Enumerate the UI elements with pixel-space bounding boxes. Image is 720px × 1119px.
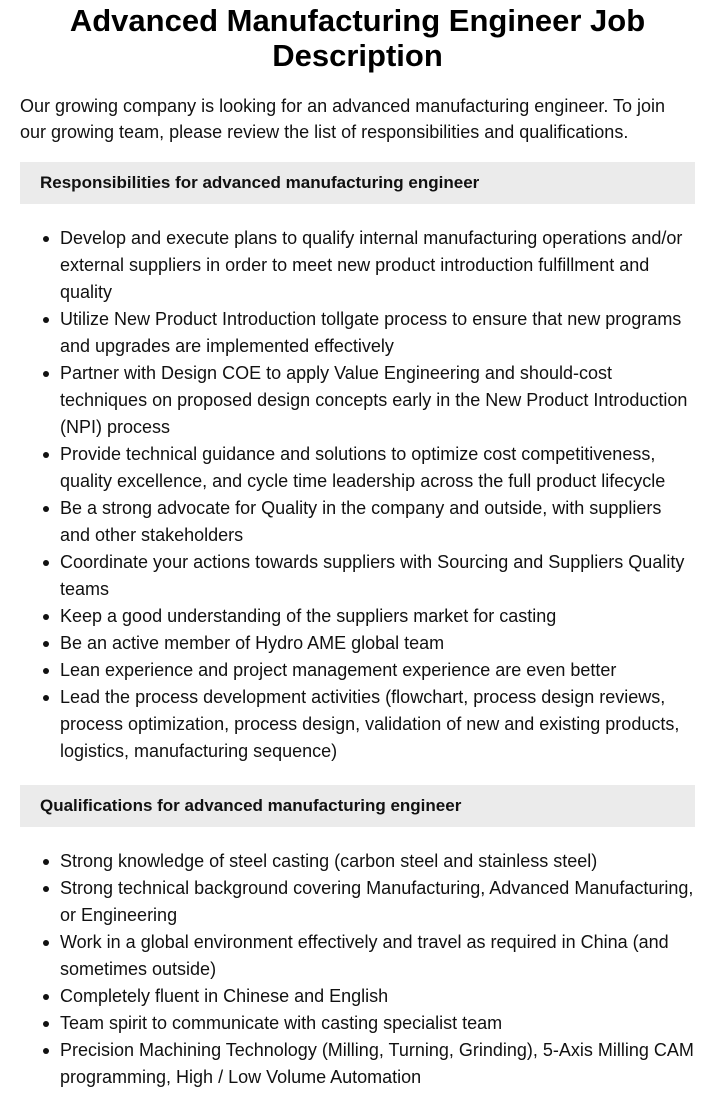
responsibility-item: Utilize New Product Introduction tollgate process to ensure that new programs and upgrades are implemented effectively xyxy=(60,306,695,360)
qualification-item: Strong knowledge of steel casting (carbon steel and stainless steel) xyxy=(60,848,695,875)
responsibilities-list xyxy=(20,225,695,765)
responsibility-item: Keep a good understanding of the suppliers market for casting xyxy=(60,603,695,630)
responsibility-item: Lean experience and project management experience are even better xyxy=(60,657,695,684)
responsibility-item: Coordinate your actions towards suppliers with Sourcing and Suppliers Quality teams xyxy=(60,549,695,603)
qualification-item: Precision Machining Technology (Milling, Turning, Grinding), 5-Axis Milling CAM programming, High / Low Volume Automation xyxy=(60,1037,695,1091)
responsibility-item: Be an active member of Hydro AME global team xyxy=(60,630,695,657)
responsibility-item: Provide technical guidance and solutions to optimize cost competitiveness, quality excellence, and cycle time leadership across the full product lifecycle xyxy=(60,441,695,495)
responsibility-item: Lead the process development activities (flowchart, process design reviews, process optimization, process design, validation of new and existing products, logistics, manufacturing sequence) xyxy=(60,684,695,765)
qualification-item: Work in a global environment effectively and travel as required in China (and sometimes outside) xyxy=(60,929,695,983)
responsibilities-heading: Responsibilities for advanced manufacturing engineer xyxy=(20,162,695,204)
intro-paragraph: Our growing company is looking for an advanced manufacturing engineer. To join our growing team, please review the list of responsibilities and qualifications. xyxy=(20,96,666,142)
responsibility-item: Partner with Design COE to apply Value Engineering and should-cost techniques on proposed design concepts early in the New Product Introduction (NPI) process xyxy=(60,360,695,441)
qualifications-list xyxy=(20,848,695,1091)
responsibility-item: Develop and execute plans to qualify internal manufacturing operations and/or external suppliers in order to meet new product introduction fulfillment and quality xyxy=(60,225,695,306)
qualifications-heading: Qualifications for advanced manufacturing engineer xyxy=(20,785,695,827)
qualification-item: Completely fluent in Chinese and English xyxy=(60,983,695,1010)
qualification-item: Team spirit to communicate with casting specialist team xyxy=(60,1010,695,1037)
page-title: Advanced Manufacturing Engineer Job Description xyxy=(69,3,646,73)
qualification-item: Strong technical background covering Manufacturing, Advanced Manufacturing, or Engineering xyxy=(60,875,695,929)
responsibility-item: Be a strong advocate for Quality in the company and outside, with suppliers and other stakeholders xyxy=(60,495,695,549)
